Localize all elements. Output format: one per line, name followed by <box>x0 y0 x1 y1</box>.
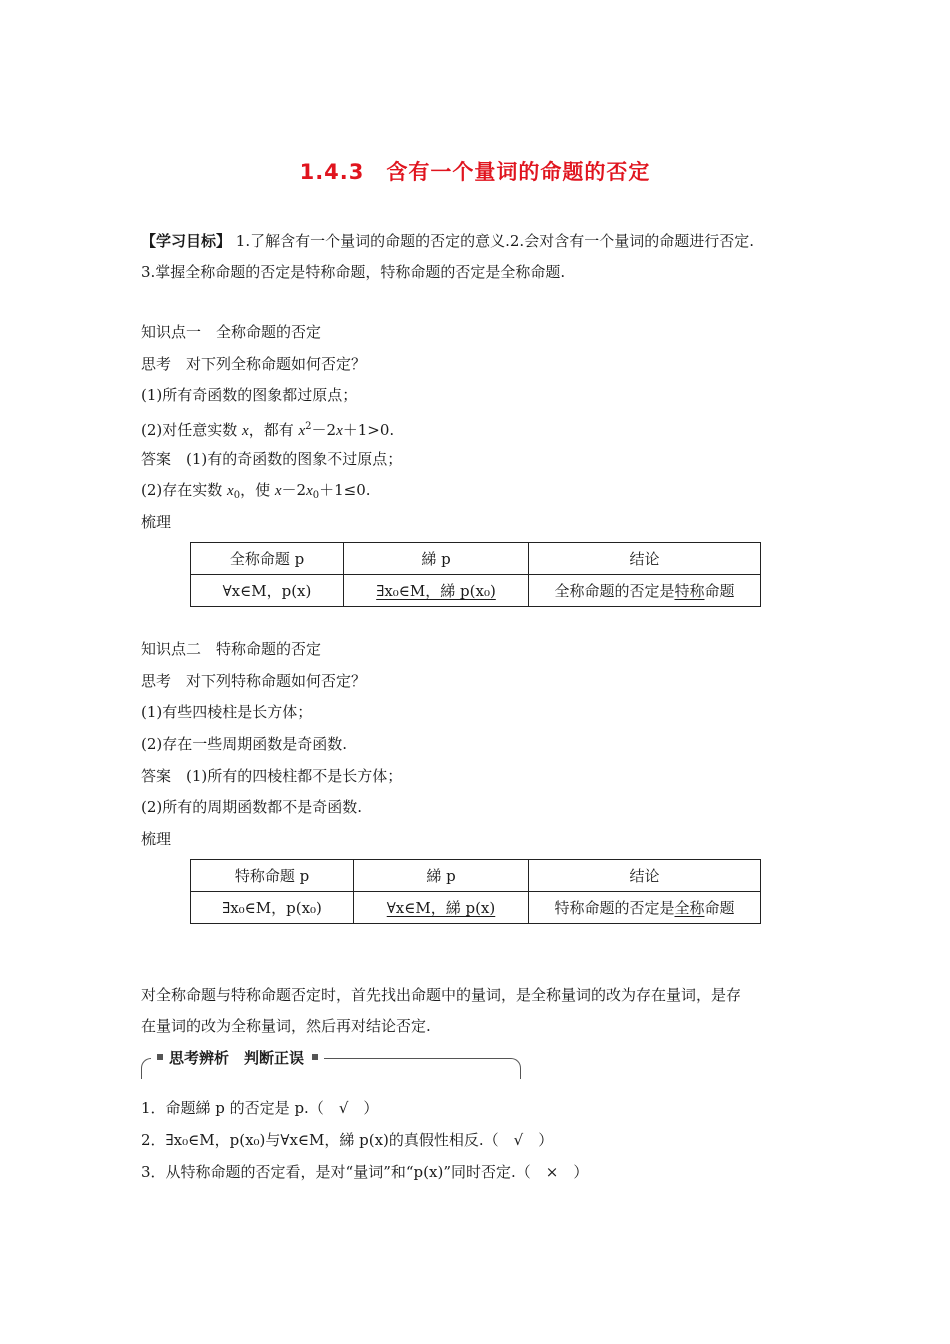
k1-q1: (1)所有奇函数的图象都过原点； <box>141 386 358 404</box>
note-line-1: 对全称命题与特称命题否定时，首先找出命题中的量词，是全称量词的改为存在量词，是存 <box>141 986 742 1004</box>
objective-line-1 <box>141 231 754 251</box>
underlined-answer: ∃x₀∈M，綈 p(x₀) <box>376 582 496 600</box>
section-label-text: 思考辨析 判断正误 <box>169 1049 305 1067</box>
k1-a2-rest1: －2 <box>281 481 307 499</box>
square-bullet-icon <box>312 1054 318 1060</box>
k2-q1: (1)有些四棱柱是长方体； <box>141 703 313 721</box>
k1-q2-rest1: －2 <box>311 421 337 439</box>
judge-item-3: 3．从特称命题的否定看，是对“量词”和“p(x)”同时否定.（ × ） <box>141 1163 589 1181</box>
table-row <box>191 543 761 575</box>
table-cell <box>344 575 529 607</box>
judge-item-1: 1．命题綈 p 的否定是 p.（ √ ） <box>141 1099 379 1117</box>
table-cell: ∃x₀∈M，p(x₀) <box>191 892 354 924</box>
k1-a2-pre: (2)存在实数 <box>141 481 228 499</box>
k1-heading: 知识点一 全称命题的否定 <box>141 323 322 341</box>
k2-summary: 梳理 <box>141 830 172 848</box>
table-cell <box>529 575 761 607</box>
page-title: 1.4.3 含有一个量词的命题的否定 <box>299 160 651 184</box>
k1-a2-var3: x <box>306 483 313 499</box>
table-header: 全称命题 p <box>191 543 344 575</box>
table-header: 结论 <box>529 543 761 575</box>
k1-q2-var3: x <box>336 423 343 439</box>
conclusion-pre: 特称命题的否定是 <box>554 899 675 917</box>
k2-think: 思考 对下列特称命题如何否定？ <box>141 672 367 690</box>
k1-a2-rest2: ＋1≤0. <box>319 481 371 499</box>
table-header: 綈 p <box>344 543 529 575</box>
table-header: 结论 <box>529 860 761 892</box>
k2-heading: 知识点二 特称命题的否定 <box>141 640 322 658</box>
k1-q2-exp: 2 <box>305 421 312 432</box>
k1-a2-sub: 0 <box>233 490 241 501</box>
k1-a2-var: x <box>227 483 234 499</box>
k1-q2-mid: ，都有 <box>248 421 299 439</box>
conclusion-post: 命题 <box>704 899 735 917</box>
k1-a2 <box>141 480 371 506</box>
objective-head: 【学习目标】 <box>141 232 232 250</box>
square-bullet-icon <box>157 1054 163 1060</box>
k1-a2-mid: ，使 <box>240 481 275 499</box>
k1-q2-var2: x <box>298 423 306 439</box>
k1-q2 <box>141 417 394 441</box>
k1-summary: 梳理 <box>141 513 172 531</box>
k1-q2-var: x <box>242 423 249 439</box>
underlined-answer: 特称 <box>674 582 705 600</box>
underlined-answer: 全称 <box>674 899 705 917</box>
k1-a2-sub2: 0 <box>312 490 320 501</box>
table-cell <box>529 892 761 924</box>
k1-a2-var2: x <box>274 483 282 499</box>
k1-q2-rest2: ＋1>0. <box>342 421 395 439</box>
table-header: 特称命题 p <box>191 860 354 892</box>
table-cell <box>354 892 529 924</box>
note-line-2: 在量词的改为全称量词，然后再对结论否定. <box>141 1017 431 1035</box>
k2-a1: 答案 (1)所有的四棱柱都不是长方体； <box>141 767 403 785</box>
k2-table <box>190 859 761 924</box>
table-row <box>191 860 761 892</box>
section-label <box>151 1047 324 1068</box>
judge-item-2: 2．∃x₀∈M，p(x₀)与∀x∈M，綈 p(x)的真假性相反.（ √ ） <box>141 1131 554 1149</box>
objective-line-2: 3.掌握全称命题的否定是特称命题，特称命题的否定是全称命题. <box>141 263 566 281</box>
conclusion-post: 命题 <box>704 582 735 600</box>
table-cell: ∀x∈M，p(x) <box>191 575 344 607</box>
table-row <box>191 892 761 924</box>
k2-q2: (2)存在一些周期函数是奇函数. <box>141 735 348 753</box>
k1-a1: 答案 (1)有的奇函数的图象不过原点； <box>141 450 403 468</box>
objective-text-1: 1.了解含有一个量词的命题的否定的意义.2.会对含有一个量词的命题进行否定. <box>235 232 754 250</box>
table-row <box>191 575 761 607</box>
k1-think: 思考 对下列全称命题如何否定？ <box>141 355 367 373</box>
k2-a2: (2)所有的周期函数都不是奇函数. <box>141 798 363 816</box>
conclusion-pre: 全称命题的否定是 <box>554 582 675 600</box>
table-header: 綈 p <box>354 860 529 892</box>
k1-q2-pre: (2)对任意实数 <box>141 421 243 439</box>
underlined-answer: ∀x∈M，綈 p(x) <box>386 899 496 917</box>
k1-table <box>190 542 761 607</box>
